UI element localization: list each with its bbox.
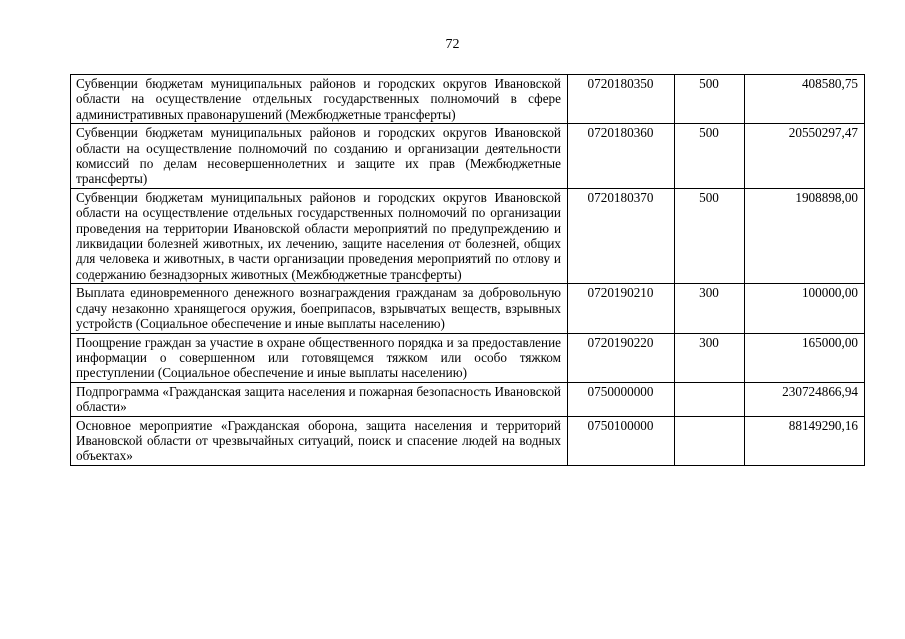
row-expense-type: 300 [675,333,745,382]
page-number: 72 [445,37,460,52]
table-row [71,75,865,124]
row-amount: 1908898,00 [745,188,865,283]
row-amount: 20550297,47 [745,124,865,189]
budget-table [70,74,865,466]
row-expense-type: 500 [675,124,745,189]
row-amount: 88149290,16 [745,416,865,465]
row-description: Основное мероприятие «Гражданская оборона, защита населения и территорий Ивановской области от чрезвычайных ситуаций, поиск и спасение людей на водных объектах» [71,416,568,465]
row-description: Субвенции бюджетам муниципальных районов и городских округов Ивановской области на осуществление полномочий по созданию и организации деятельности комиссий по делам несовершеннолетних и защите их прав (Межбюджетные трансферты) [71,124,568,189]
row-amount: 230724866,94 [745,382,865,416]
table-row [71,416,865,465]
table-row [71,188,865,283]
row-description: Субвенции бюджетам муниципальных районов и городских округов Ивановской области на осуществление отдельных государственных полномочий по организации проведения на территории Ивановской области мероприятий по предупреждению и ликвидации болезней животных, их лечению, защите населения от болезней, общих для человека и животных, в части организации проведения мероприятий по отлову и содержанию безнадзорных животных (Межбюджетные трансферты) [71,188,568,283]
row-target-code: 0720180350 [568,75,675,124]
row-description: Субвенции бюджетам муниципальных районов и городских округов Ивановской области на осуществление отдельных государственных полномочий в сфере административных правонарушений (Межбюджетные трансферты) [71,75,568,124]
row-description: Подпрограмма «Гражданская защита населения и пожарная безопасность Ивановской области» [71,382,568,416]
row-target-code: 0720180370 [568,188,675,283]
row-target-code: 0720190210 [568,284,675,333]
table-row [71,382,865,416]
row-amount: 165000,00 [745,333,865,382]
row-description: Поощрение граждан за участие в охране общественного порядка и за предоставление информации о совершенном или готовящемся тяжком или особо тяжком преступлении (Социальное обеспечение и иные выплаты населению) [71,333,568,382]
row-amount: 100000,00 [745,284,865,333]
table-row [71,124,865,189]
row-target-code: 0720180360 [568,124,675,189]
row-expense-type [675,382,745,416]
table-row [71,284,865,333]
row-description: Выплата единовременного денежного вознаграждения гражданам за добровольную сдачу незаконно хранящегося оружия, боеприпасов, взрывчатых веществ, взрывных устройств (Социальное обеспечение и иные выплаты населению) [71,284,568,333]
row-expense-type [675,416,745,465]
row-expense-type: 300 [675,284,745,333]
row-target-code: 0750100000 [568,416,675,465]
row-target-code: 0720190220 [568,333,675,382]
row-expense-type: 500 [675,188,745,283]
row-expense-type: 500 [675,75,745,124]
row-target-code: 0750000000 [568,382,675,416]
table-row [71,333,865,382]
row-amount: 408580,75 [745,75,865,124]
